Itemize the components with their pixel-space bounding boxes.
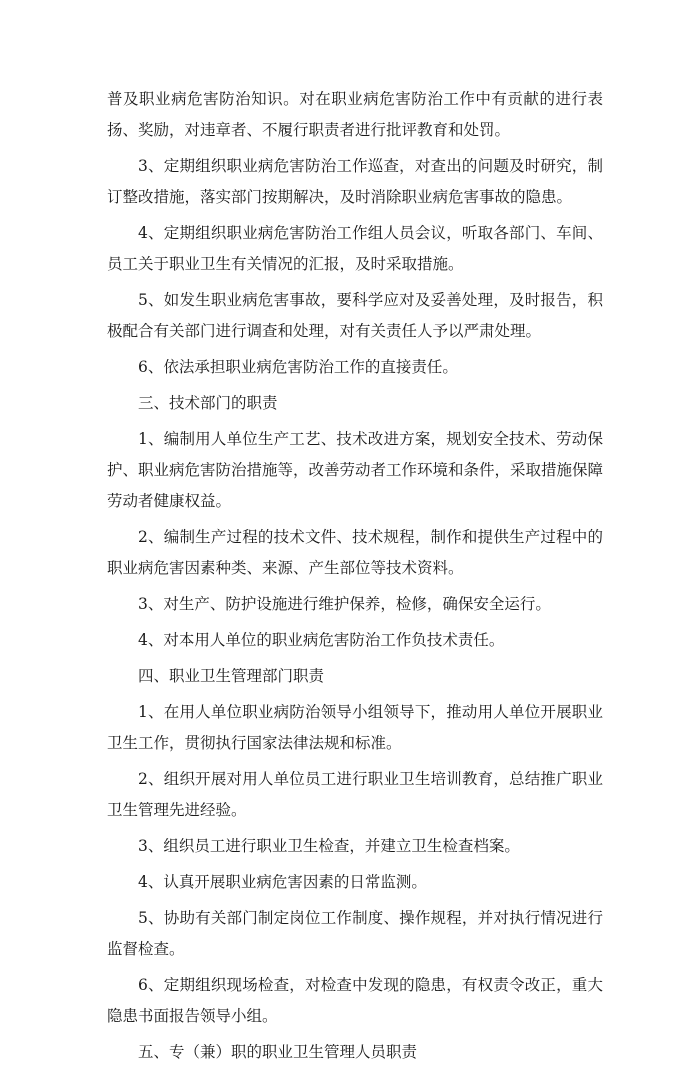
paragraph-item: 1、编制用人单位生产工艺、技术改进方案，规划安全技术、劳动保护、职业病危害防治措施等，改善劳动者工作环境和条件，采取措施保障劳动者健康权益。 [107, 430, 604, 510]
paragraph-item: 6、依法承担职业病危害防治工作的直接责任。 [138, 358, 458, 376]
paragraph-item: 3、对生产、防护设施进行维护保养，检修，确保安全运行。 [138, 595, 551, 613]
paragraph-item: 3、定期组织职业病危害防治工作巡查，对查出的问题及时研究，制订整改措施，落实部门按期解决，及时消除职业病危害事故的隐患。 [107, 157, 603, 206]
section-heading: 五、专（兼）职的职业卫生管理人员职责 [138, 1043, 418, 1061]
paragraph-item: 3、组织员工进行职业卫生检查，并建立卫生检查档案。 [138, 837, 520, 855]
paragraph-item: 5、协助有关部门制定岗位工作制度、操作规程，并对执行情况进行监督检查。 [107, 909, 603, 958]
paragraph-item: 6、定期组织现场检查，对检查中发现的隐患，有权责令改正，重大隐患书面报告领导小组。 [107, 976, 603, 1025]
paragraph-item: 4、对本用人单位的职业病危害防治工作负技术责任。 [138, 631, 505, 649]
paragraph-item: 2、编制生产过程的技术文件、技术规程，制作和提供生产过程中的职业病危害因素种类、来源、产生部位等技术资料。 [107, 528, 603, 577]
section-heading: 三、技术部门的职责 [138, 394, 278, 412]
paragraph-item: 5、如发生职业病危害事故，要科学应对及妥善处理，及时报告，积极配合有关部门进行调查和处理，对有关责任人予以严肃处理。 [107, 291, 603, 340]
paragraph-item: 4、定期组织职业病危害防治工作组人员会议，听取各部门、车间、员工关于职业卫生有关情况的汇报，及时采取措施。 [107, 224, 603, 273]
paragraph-item: 1、在用人单位职业病防治领导小组领导下，推动用人单位开展职业卫生工作，贯彻执行国家法律法规和标准。 [107, 703, 603, 752]
paragraph-item: 2、组织开展对用人单位员工进行职业卫生培训教育，总结推广职业卫生管理先进经验。 [107, 770, 603, 819]
paragraph-item: 4、认真开展职业病危害因素的日常监测。 [138, 873, 427, 891]
paragraph-continuation: 普及职业病危害防治知识。对在职业病危害防治工作中有贡献的进行表扬、奖励，对违章者、不履行职责者进行批评教育和处罚。 [107, 90, 603, 139]
section-heading: 四、职业卫生管理部门职责 [138, 667, 325, 685]
document-body [107, 84, 603, 1073]
